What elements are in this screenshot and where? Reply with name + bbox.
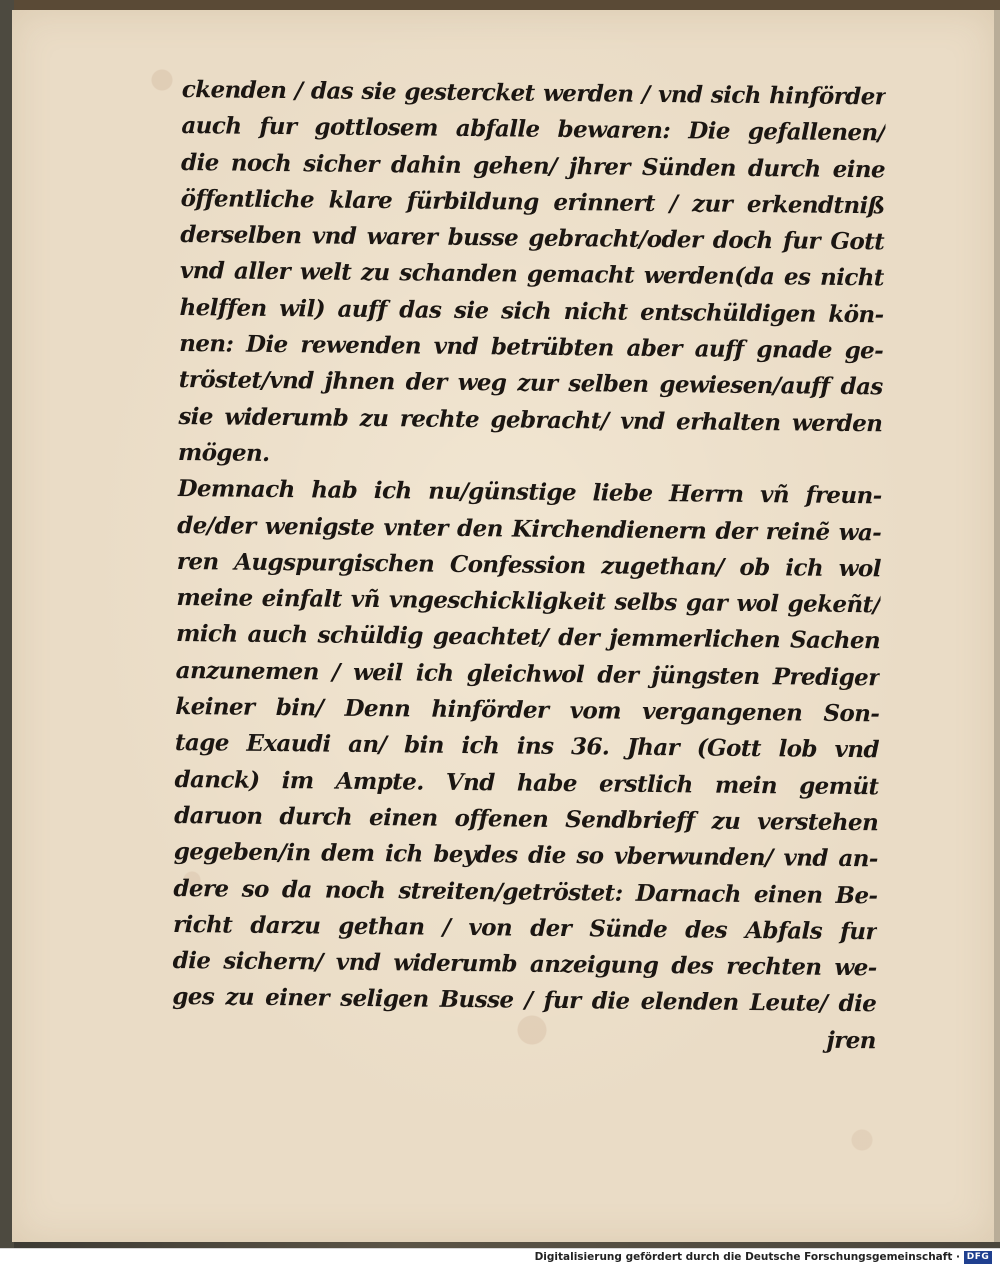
- page-text: [172, 72, 886, 1059]
- text-line: richt darzu gethan / von der Sünde des Abfals fur: [172, 910, 878, 946]
- text-line: mögen.: [177, 438, 270, 467]
- text-line: nen: Die rewenden vnd betrübten aber auff gnade ge-: [179, 330, 884, 365]
- text-line: auch fur gottlosem abfalle bewaren: Die gefallenen/: [181, 112, 886, 147]
- page-edge: [994, 10, 1000, 1242]
- text-line: ren Augspurgischen Confession zugethan/ ob ich wol: [176, 547, 881, 583]
- text-line: dere so da noch streiten/getröstet: Darnach einen Be-: [173, 874, 878, 909]
- text-line: de/der wenigste vnter den Kirchendienern der reinẽ wa-: [177, 511, 882, 546]
- text-line: daruon durch einen offenen Sendbrieff zu verstehen: [174, 801, 879, 837]
- text-line: tröstet/vnd jhnen der weg zur selben gewiesen/auff das: [178, 366, 883, 401]
- text-line: öffentliche klare fürbildung erinnert / zur erkendtniß: [180, 184, 885, 220]
- footer-credit: Digitalisierung gefördert durch die Deutsche Forschungsgemeinschaft ·: [534, 1251, 960, 1263]
- text-line: derselben vnd warer busse gebracht/oder doch fur Gott: [180, 221, 885, 256]
- text-line: ckenden / das sie gestercket werden / vnd sich hinförder: [181, 75, 886, 111]
- text-line: ges zu einer seligen Busse / fur die elenden Leute/ die: [172, 983, 877, 1018]
- text-line: helffen wil) auff das sie sich nicht entschüldigen kön-: [179, 293, 884, 329]
- text-line: mich auch schüldig geachtet/ der jemmerlichen Sachen: [175, 620, 881, 655]
- text-line: danck) im Ampte. Vnd habe erstlich mein gemüt: [174, 765, 879, 800]
- text-line: die noch sicher dahin gehen/ jhrer Sünden durch eine: [180, 148, 886, 183]
- text-line: gegeben/in dem ich beydes die so vberwunden/ vnd an-: [173, 838, 878, 873]
- dfg-logo-icon: DFG: [964, 1251, 992, 1264]
- text-line: anzunemen / weil ich gleichwol der jüngsten Prediger: [175, 656, 880, 692]
- text-line: keiner bin/ Denn hinförder vom vergangenen Son-: [175, 693, 880, 728]
- text-line: tage Exaudi an/ bin ich ins 36. Jhar (Gott lob vnd: [174, 729, 880, 764]
- text-line: vnd aller welt zu schanden gemacht werden(da es nicht: [179, 257, 885, 292]
- catchword: jren: [826, 1026, 877, 1055]
- paragraph-start-line: Demnach hab ich nu/günstige liebe Herrn vñ freun-: [177, 475, 882, 510]
- text-line: meine einfalt vñ vngeschickligkeit selbs gar wol gekeñt/: [176, 584, 881, 619]
- text-line: sie widerumb zu rechte gebracht/ vnd erhalten werden: [178, 402, 883, 438]
- footer-bar: [0, 1248, 1000, 1267]
- text-line: die sichern/ vnd widerumb anzeigung des rechten we-: [172, 947, 877, 982]
